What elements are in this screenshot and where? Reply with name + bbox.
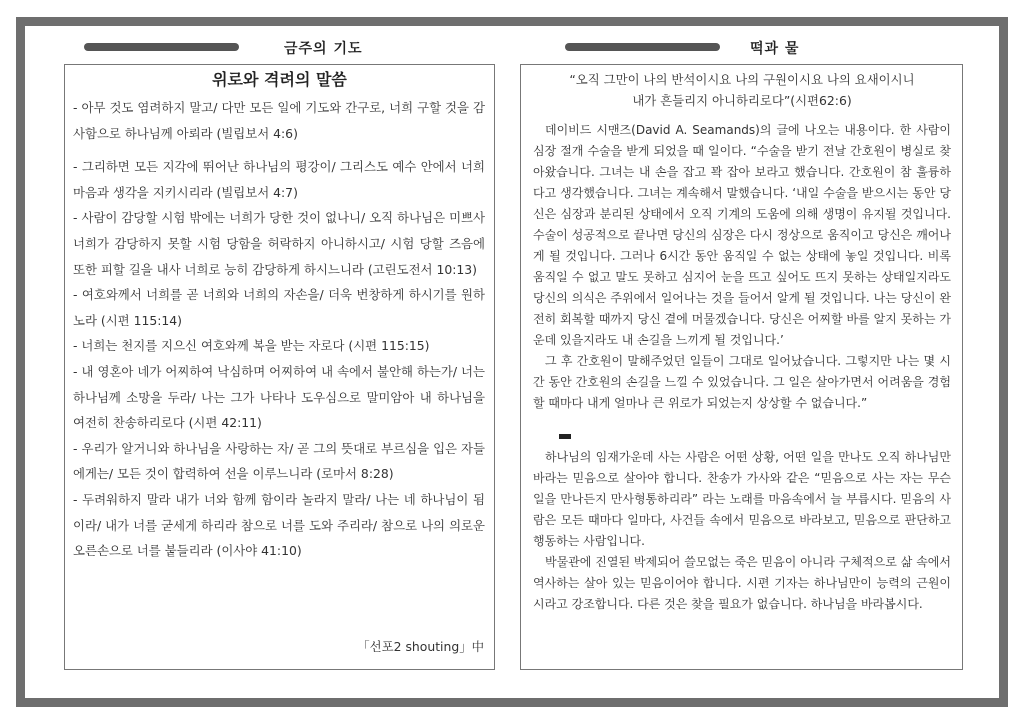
left-header-bar bbox=[84, 43, 239, 51]
essay-paragraph: 그 후 간호원이 말해주었던 일들이 그대로 일어났습니다. 그렇지만 나는 몇 시간 동안 간호원의 손길을 느낄 수 있었습니다. 그 일은 살아가면서 어려움을 경험할 때마다 내게 얼마나 큰 위로가 되었는지 상상할 수 없습니다.” bbox=[533, 354, 951, 410]
essay-box bbox=[520, 64, 963, 670]
essay-quote-line: “오직 그만이 나의 반석이시요 나의 구원이시요 나의 요새이시니 bbox=[569, 72, 915, 87]
right-header-bar bbox=[565, 43, 720, 51]
verses-title: 위로와 격려의 말씀 bbox=[212, 70, 347, 89]
essay-paragraph: 박물관에 진열된 박제되어 쓸모없는 죽은 믿음이 아니라 구체적으로 삶 속에서 역사하는 살아 있는 믿음이어야 합니다. 시편 기자는 하나님만이 능력의 근원이시라고 강조합니다. 다른 것은 찾을 필요가 없습니다. 하나님을 바라봅시다. bbox=[533, 555, 951, 611]
essay-paragraph: 하나님의 임재가운데 사는 사람은 어떤 상황, 어떤 일을 만나도 오직 하나님만 바라는 믿음으로 살아야 합니다. 찬송가 가사와 같은 “믿음으로 사는 자는 무슨 일을 만나든지 만사형통하리라” 라는 노래를 마음속에서 늘 부릅시다. 믿음의 사람은 모든 때마다 일마다, 사건들 속에서 믿음으로 바라보고, 믿음으로 판단하고 행동하는 사람입니다. bbox=[533, 450, 951, 548]
verse-item: - 우리가 알거니와 하나님을 사랑하는 자/ 곧 그의 뜻대로 부르심을 입은 자들에게는/ 모든 것이 합력하여 선을 이루느니라 (로마서 8:28) bbox=[73, 440, 485, 482]
essay-body bbox=[521, 65, 962, 615]
left-header-title: 금주의 기도 bbox=[284, 41, 363, 57]
verses-box bbox=[64, 64, 495, 670]
verse-item: - 그리하면 모든 지각에 뛰어난 하나님의 평강이/ 그리스도 예수 안에서 너희 마음과 생각을 지키시리라 (빌립보서 4:7) bbox=[73, 159, 485, 200]
verse-item: - 내 영혼아 네가 어찌하여 낙심하며 어찌하여 내 속에서 불안해 하는가/ 너는 하나님께 소망을 두라/ 나는 그가 나타나 도우심으로 말미암아 내 하나님을 여전히 찬송하리로다 (시편 42:11) bbox=[73, 363, 485, 431]
essay-quote bbox=[533, 69, 951, 111]
essay-quote-line: 내가 흔들리지 아니하리로다”(시편62:6) bbox=[632, 93, 852, 108]
verse-list bbox=[65, 95, 494, 564]
left-header bbox=[84, 38, 504, 58]
verse-item: - 두려워하지 말라 내가 너와 함께 함이라 놀라지 말라/ 나는 네 하나님이 됨이라/ 내가 너를 굳세게 하리라 참으로 너를 도와 주리라/ 참으로 나의 의로운 오른손으로 너를 붙들리라 (이사야 41:10) bbox=[73, 491, 485, 559]
right-header bbox=[565, 38, 985, 58]
verse-item: - 너희는 천지를 지으신 여호와께 복을 받는 자로다 (시편 115:15) bbox=[73, 338, 430, 354]
verses-source: 「선포2 shouting」中 bbox=[357, 639, 484, 654]
verse-item: - 사람이 감당할 시험 밖에는 너희가 당한 것이 없나니/ 오직 하나님은 미쁘사 너희가 감당하지 못할 시험 당함을 허락하지 아니하시고/ 시험 당할 즈음에 또한 피할 길을 내사 너희로 능히 감당하게 하시느니라 (고린도전서 10:13) bbox=[73, 210, 485, 277]
essay-paragraph: 데이비드 시맨즈(David A. Seamands)의 글에 나오는 내용이다. 한 사람이 심장 절개 수술을 받게 되었을 때 일이다. “수술을 받기 전날 간호원이 병실로 찾아왔습니다. 그녀는 내 손을 잡고 꽉 잡아 보라고 했습니다. 간호원이 참 훌륭하다고 생각했습니다. 그녀는 계속해서 말했습니다. ‘내일 수술을 받으시는 동안 당신은 심장과 분리된 상태에서 오직 기계의 도움에 의해 생명이 유지될 것입니다. 수술이 성공적으로 끝나면 당신의 심장은 다시 정상으로 움직이고 당신은 깨어나게 될 것입니다. 그러나 6시간 동안 움직일 수 없는 상태에 놓일 것입니다. 비록 움직일 수 없고 말도 못하고 심지어 눈을 뜨고 싶어도 뜨지 못하는 상태일지라도 당신의 의식은 주위에서 일어나는 것을 들어서 알게 될 것입니다. 나는 당신이 완전히 회복할 때까지 당신 곁에 머물겠습니다. 당신은 어찌할 바를 알지 못하는 가운데 있을지라도 내 손길을 느끼게 될 것입니다.’ bbox=[533, 123, 951, 347]
section-mark bbox=[559, 434, 571, 439]
verse-item: - 여호와께서 너희를 곧 너희와 너희의 자손을/ 더욱 번창하게 하시기를 원하노라 (시편 115:14) bbox=[73, 287, 485, 328]
verse-item: - 아무 것도 염려하지 말고/ 다만 모든 일에 기도와 간구로, 너희 구할 것을 감사함으로 하나님께 아뢰라 (빌립보서 4:6) bbox=[73, 100, 485, 141]
right-header-title: 떡과 물 bbox=[750, 41, 800, 57]
